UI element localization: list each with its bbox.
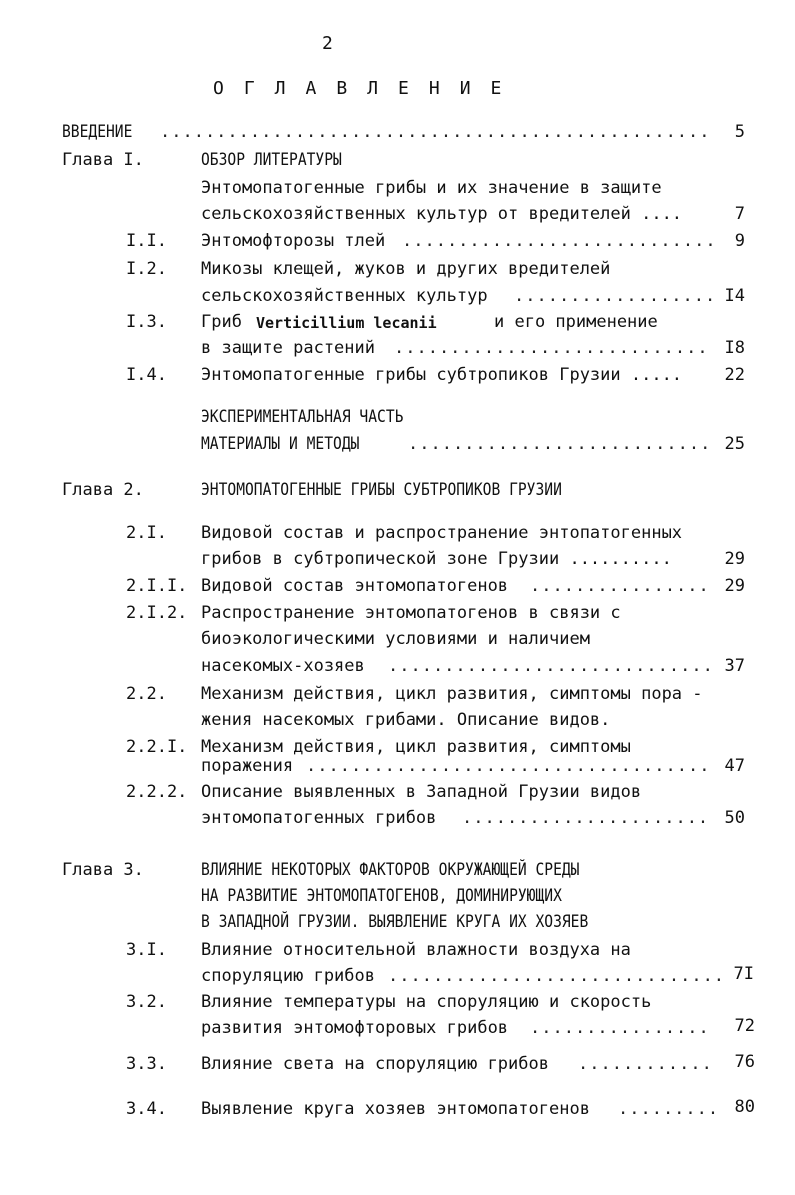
entry-text: грибов в субтропической зоне Грузии .......... <box>201 549 672 569</box>
entry-page: 76 <box>734 1052 755 1072</box>
entry-text: и его применение <box>494 312 658 332</box>
leader-dots <box>514 286 712 306</box>
entry-text: Влияние относительной влажности воздуха на <box>201 940 631 960</box>
entry-text: сельскохозяйственных культур <box>201 286 488 306</box>
entry-text: споруляцию грибов <box>201 966 375 986</box>
entry-text: Видовой состав энтомопатогенов <box>201 576 509 596</box>
entry-page: 7I <box>733 964 754 984</box>
chapter-number: Глава I. <box>62 150 144 170</box>
section-number: I.3. <box>126 312 167 332</box>
entry-page: 47 <box>724 756 745 776</box>
entry-text: Влияние температуры на споруляцию и скорость <box>201 992 652 1012</box>
entry-text: Видовой состав и распространение энтопатогенных <box>201 523 683 543</box>
entry-page: 80 <box>734 1097 755 1117</box>
entry-text: Выявление круга хозяев энтомопатогенов <box>201 1099 590 1119</box>
section-number: 2.2.2. <box>126 782 188 802</box>
leader-dots <box>402 231 712 251</box>
section-number: 3.3. <box>126 1054 167 1074</box>
section-number: 2.2.I. <box>126 737 188 757</box>
section-number: 2.I. <box>126 523 167 543</box>
chapter-title: ВЛИЯНИЕ НЕКОТОРЫХ ФАКТОРОВ ОКРУЖАЮЩЕЙ СРЕДЫ <box>201 860 580 880</box>
entry-text: Гриб <box>201 312 242 332</box>
leader-dots <box>160 122 712 142</box>
entry-page: 72 <box>734 1016 755 1036</box>
entry-text: энтомопатогенных грибов <box>201 808 437 828</box>
entry-text: Влияние света на споруляцию грибов <box>201 1054 549 1074</box>
section-number: 3.2. <box>126 992 167 1012</box>
section-number: I.2. <box>126 259 167 279</box>
leader-dots <box>394 338 712 358</box>
chapter-title: ЭНТОМОПАТОГЕННЫЕ ГРИБЫ СУБТРОПИКОВ ГРУЗИИ <box>201 480 562 500</box>
chapter-number: Глава 2. <box>62 480 144 500</box>
entry-text: Микозы клещей, жуков и других вредителей <box>201 259 611 279</box>
entry-text: поражения <box>201 756 294 776</box>
entry-text: биоэкологическими условиями и наличием <box>201 629 590 649</box>
chapter-title: ОБЗОР ЛИТЕРАТУРЫ <box>201 150 342 170</box>
entry-text: Энтомопатогенные грибы субтропиков Грузии ..... <box>201 365 683 385</box>
leader-dots <box>618 1099 718 1119</box>
section-number: 2.2. <box>126 684 167 704</box>
page-number: 2 <box>322 33 333 54</box>
entry-text: Энтомофторозы тлей <box>201 231 386 251</box>
species-name: Verticillium lecanii <box>256 314 437 332</box>
entry-page: 50 <box>724 808 745 828</box>
part-subtitle: МАТЕРИАЛЫ И МЕТОДЫ <box>201 434 360 454</box>
entry-page: 29 <box>724 576 745 596</box>
section-number: I.I. <box>126 231 167 251</box>
entry-text: насекомых-хозяев <box>201 656 365 676</box>
entry-page: 29 <box>724 549 745 569</box>
entry-text: Описание выявленных в Западной Грузии видов <box>201 782 642 802</box>
leader-dots <box>530 576 712 596</box>
chapter-title: В ЗАПАДНОЙ ГРУЗИИ. ВЫЯВЛЕНИЕ КРУГА ИХ ХОЗЯЕВ <box>201 912 589 932</box>
entry-text: Механизм действия, цикл развития, симптомы <box>201 737 631 757</box>
entry-page: 37 <box>724 656 745 676</box>
entry-page: I4 <box>724 286 745 306</box>
section-number: I.4. <box>126 365 167 385</box>
entry-text: сельскохозяйственных культур от вредителей .... <box>201 204 683 224</box>
leader-dots <box>306 756 712 776</box>
entry-text: Распространение энтомопатогенов в связи с <box>201 603 621 623</box>
leader-dots <box>388 966 722 986</box>
section-number: 2.I.I. <box>126 576 188 596</box>
chapter-title: НА РАЗВИТИЕ ЭНТОМОПАТОГЕНОВ, ДОМИНИРУЮЩИХ <box>201 886 562 906</box>
entry-page: 9 <box>734 231 745 251</box>
entry-page: 5 <box>734 122 745 142</box>
part-title: ЭКСПЕРИМЕНТАЛЬНАЯ ЧАСТЬ <box>201 407 404 427</box>
leader-dots <box>530 1018 712 1038</box>
entry-page: 22 <box>724 365 745 385</box>
entry-title: ВВЕДЕНИЕ <box>62 122 133 142</box>
chapter-number: Глава 3. <box>62 860 144 880</box>
entry-text: Механизм действия, цикл развития, симптомы пора - <box>201 684 703 704</box>
leader-dots <box>388 656 712 676</box>
entry-text: в защите растений <box>201 338 375 358</box>
entry-text: жения насекомых грибами. Описание видов. <box>201 710 611 730</box>
leader-dots <box>462 808 712 828</box>
entry-text: развития энтомофторовых грибов <box>201 1018 509 1038</box>
entry-page: 7 <box>734 204 745 224</box>
entry-page: 25 <box>724 434 745 454</box>
entry-text: Энтомопатогенные грибы и их значение в защите <box>201 178 662 198</box>
entry-page: I8 <box>724 338 745 358</box>
page-title: ОГЛАВЛЕНИЕ <box>213 78 522 99</box>
section-number: 3.I. <box>126 940 167 960</box>
section-number: 3.4. <box>126 1099 167 1119</box>
leader-dots <box>408 434 712 454</box>
leader-dots <box>578 1054 712 1074</box>
section-number: 2.I.2. <box>126 603 188 623</box>
